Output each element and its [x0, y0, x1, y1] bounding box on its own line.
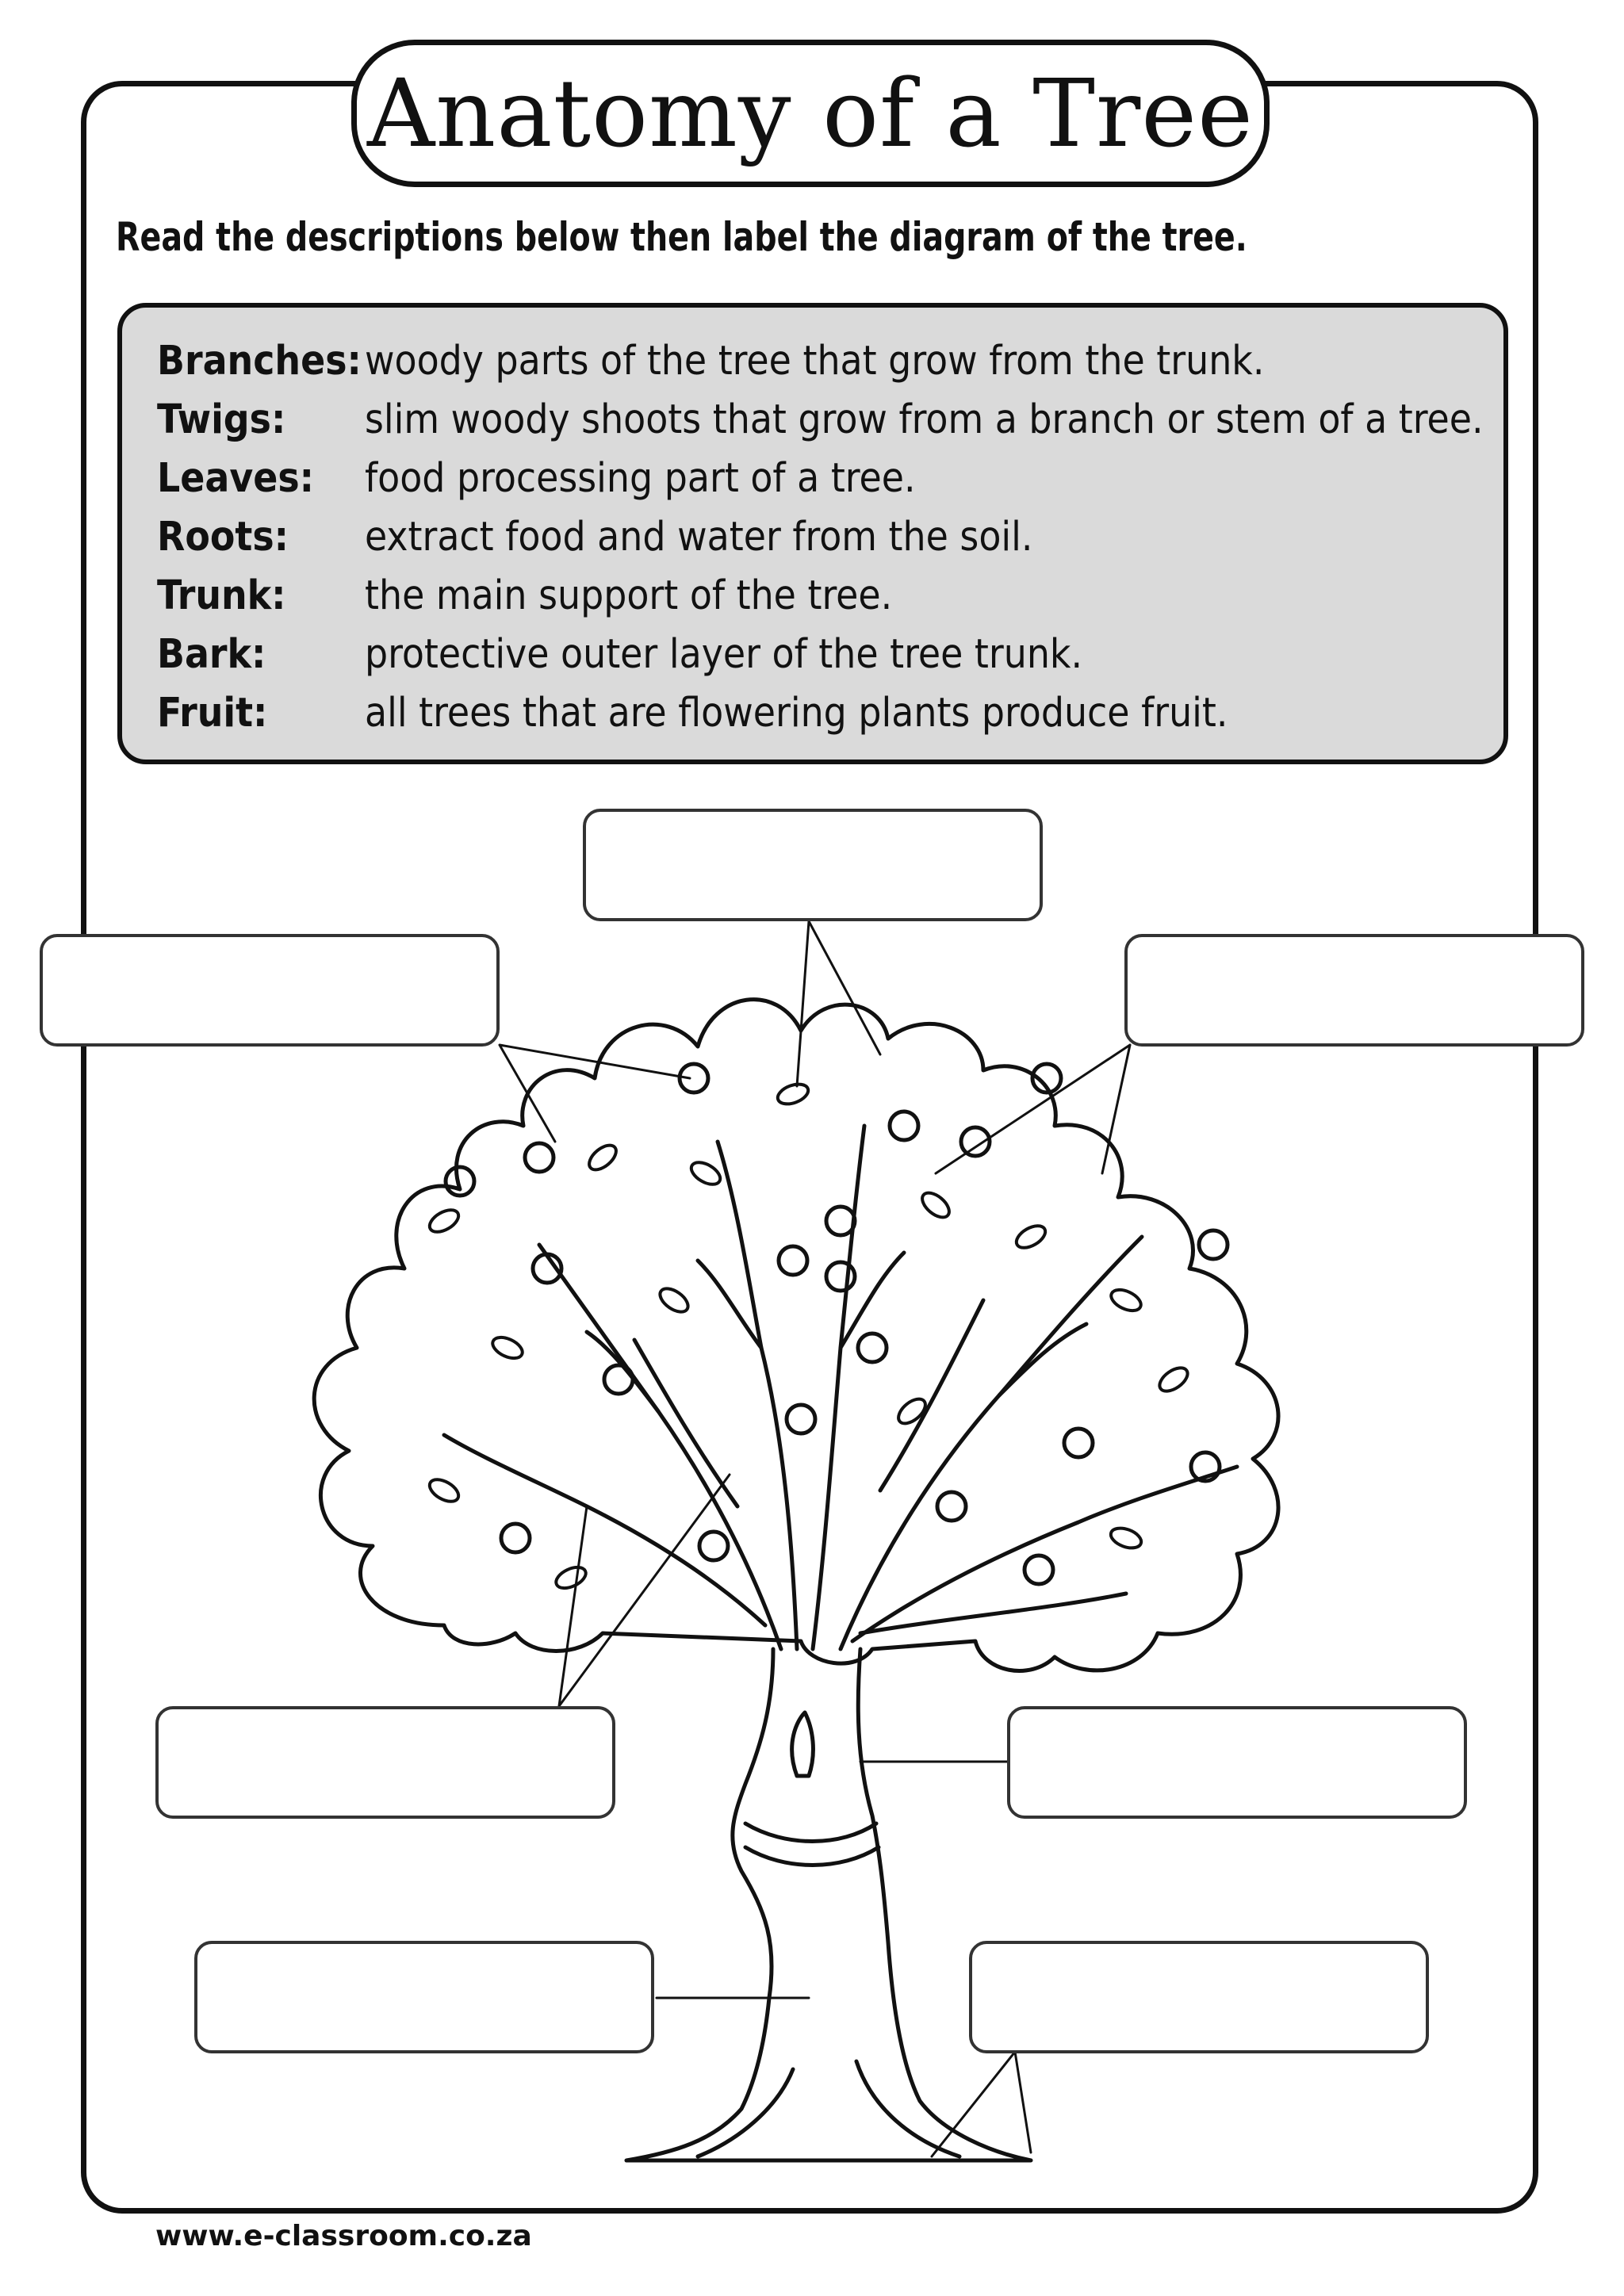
- label-box-mid-left[interactable]: [155, 1706, 615, 1819]
- description-term: Leaves:: [157, 455, 315, 502]
- label-box-lower-left[interactable]: [194, 1941, 654, 2053]
- description-term: Bark:: [157, 631, 266, 678]
- description-term: Branches:: [157, 338, 362, 385]
- tree-branch: [718, 1142, 797, 1649]
- label-box-upper-right[interactable]: [1124, 934, 1584, 1047]
- tree-branch: [634, 1300, 983, 1506]
- description-text: woody parts of the tree that grow from the trunk.: [365, 338, 1265, 385]
- instruction-text: Read the descriptions below then label the diagram of the tree.: [116, 214, 1247, 260]
- tree-branch: [813, 1126, 864, 1649]
- page-title: Anatomy of a Tree: [351, 40, 1270, 187]
- description-term: Fruit:: [157, 690, 268, 737]
- description-term: Trunk:: [157, 572, 286, 619]
- description-text: slim woody shoots that grow from a branch or stem of a tree.: [365, 396, 1484, 443]
- description-text: protective outer layer of the tree trunk.: [365, 631, 1083, 678]
- trunk-knot: [792, 1712, 814, 1776]
- label-box-upper-left[interactable]: [40, 934, 500, 1047]
- tree-branch: [852, 1467, 1237, 1641]
- description-text: the main support of the tree.: [365, 572, 893, 619]
- tree-branch: [841, 1237, 1142, 1649]
- label-box-lower-right[interactable]: [969, 1941, 1429, 2053]
- tree-canopy: [314, 1000, 1278, 1671]
- description-term: Roots:: [157, 514, 289, 561]
- description-text: all trees that are flowering plants produce fruit.: [365, 690, 1228, 737]
- tree-trunk: [626, 1649, 1031, 2160]
- description-text: food processing part of a tree.: [365, 455, 916, 502]
- tree-branch: [860, 1594, 1126, 1633]
- description-text: extract food and water from the soil.: [365, 514, 1033, 561]
- label-box-mid-right[interactable]: [1007, 1706, 1467, 1819]
- tree-roots: [698, 2061, 959, 2156]
- description-term: Twigs:: [157, 396, 286, 443]
- footer-url: www.e-classroom.co.za: [155, 2220, 532, 2252]
- label-box-top[interactable]: [583, 809, 1043, 921]
- tree-leaves: [426, 1081, 1192, 1593]
- bark-band: [745, 1823, 879, 1866]
